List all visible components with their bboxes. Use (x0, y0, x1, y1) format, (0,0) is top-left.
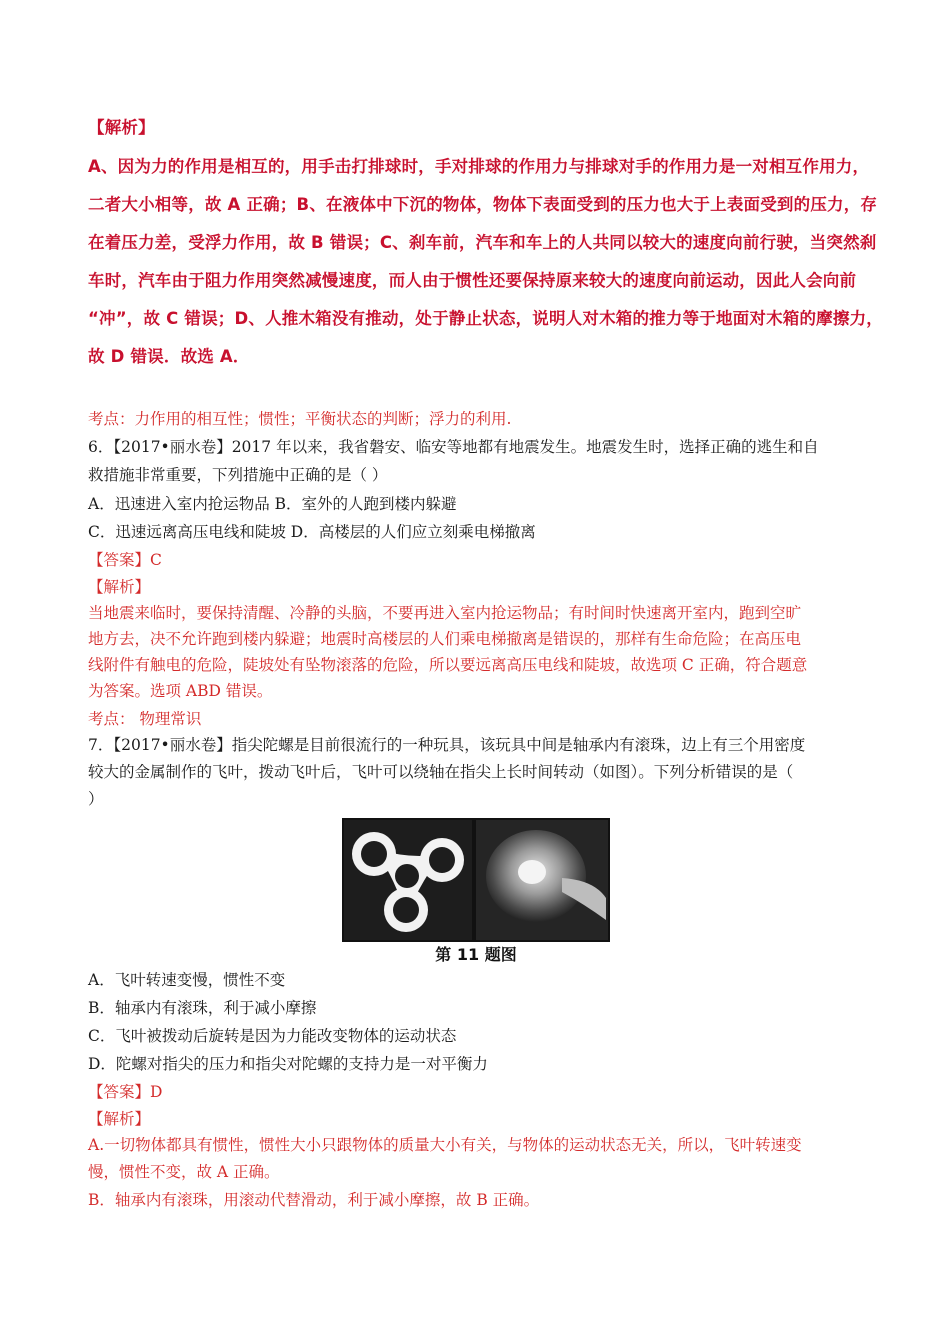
analysis-line: “冲”，故 C 错误；D、人推木箱没有推动，处于静止状态，说明人对木箱的推力等于地面对木箱的摩擦力， (88, 309, 883, 328)
q7-analysis-line: B．轴承内有滚珠，用滚动代替滑动，利于减小摩擦，故 B 正确。 (88, 1191, 540, 1209)
q6-analysis-line: 当地震来临时，要保持清醒、冷静的头脑，不要再进入室内抢运物品；有时间时快速离开室内，跑到空旷 (88, 604, 802, 622)
q6-analysis-line: 线附件有触电的危险，陡坡处有坠物滚落的危险，所以要远离高压电线和陡坡，故选项 C 正确，符合题意 (88, 656, 808, 674)
fidget-spinner-figure (342, 818, 610, 970)
spinner-photo-left (342, 818, 474, 942)
analysis-line: A、因为力的作用是相互的，用手击打排球时，手对排球的作用力与排球对手的作用力是一对相互作用力， (88, 157, 870, 176)
spinning-blur-icon (476, 820, 608, 940)
q7-stem: 7．【2017•丽水卷】指尖陀螺是目前很流行的一种玩具，该玩具中间是轴承内有滚珠，边上有三个用密度 (88, 736, 806, 754)
spinner-photo-right (474, 818, 610, 942)
q6-option: C．迅速远离高压电线和陡坡 D．高楼层的人们应立刻乘电梯撤离 (88, 523, 536, 541)
kaodian-label: 考点：力作用的相互性；惯性；平衡状态的判断；浮力的利用. (88, 410, 512, 428)
q7-option: A．飞叶转速变慢，惯性不变 (88, 971, 286, 989)
q7-analysis-line: A.一切物体都具有惯性，惯性大小只跟物体的质量大小有关，与物体的运动状态无关，所以，飞叶转速变 (88, 1136, 802, 1154)
q6-option: A．迅速进入室内抢运物品 B．室外的人跑到楼内躲避 (88, 495, 457, 513)
q7-stem: 较大的金属制作的飞叶，拨动飞叶后，飞叶可以绕轴在指尖上长时间转动（如图）。下列分析错误的是（ (88, 763, 794, 781)
q6-kaodian: 考点： 物理常识 (88, 710, 202, 728)
analysis-line: 车时，汽车由于阻力作用突然减慢速度，而人由于惯性还要保持原来较大的速度向前运动，因此人会向前 (88, 271, 857, 290)
figure-caption: 第 11 题图 (435, 945, 517, 964)
q7-stem: ） (88, 790, 104, 808)
analysis-line: 在着压力差，受浮力作用，故 B 错误；C、刹车前，汽车和车上的人共同以较大的速度向前行驶，当突然刹 (88, 233, 877, 252)
fidget-spinner-icon (344, 820, 472, 940)
analysis-line: 故 D 错误．故选 A． (88, 347, 250, 366)
q7-option: D．陀螺对指尖的压力和指尖对陀螺的支持力是一对平衡力 (88, 1055, 488, 1073)
q7-analysis-line: 慢，惯性不变，故 A 正确。 (88, 1163, 280, 1181)
q6-analysis-line: 地方去，决不允许跑到楼内躲避；地震时高楼层的人们乘电梯撤离是错误的，那样有生命危险；在高压电 (88, 630, 802, 648)
q6-answer: 【答案】C (88, 551, 162, 569)
analysis-line: 二者大小相等，故 A 正确；B、在液体中下沉的物体，物体下表面受到的压力也大于上表面受到的压力，存 (88, 195, 878, 214)
q7-answer: 【答案】D (88, 1083, 163, 1101)
q7-option: C．飞叶被拨动后旋转是因为力能改变物体的运动状态 (88, 1027, 457, 1045)
q6-analysis-heading: 【解析】 (88, 578, 151, 596)
q7-analysis-heading: 【解析】 (88, 1110, 151, 1128)
q6-stem: 6．【2017•丽水卷】2017 年以来，我省磐安、临安等地都有地震发生。地震发生时，选择正确的逃生和自 (88, 438, 819, 456)
analysis-heading: 【解析】 (88, 118, 155, 137)
q7-option: B．轴承内有滚珠，利于减小摩擦 (88, 999, 317, 1017)
q6-analysis-line: 为答案。选项 ABD 错误。 (88, 682, 273, 700)
q6-stem: 救措施非常重要，下列措施中正确的是（ ） (88, 466, 388, 484)
